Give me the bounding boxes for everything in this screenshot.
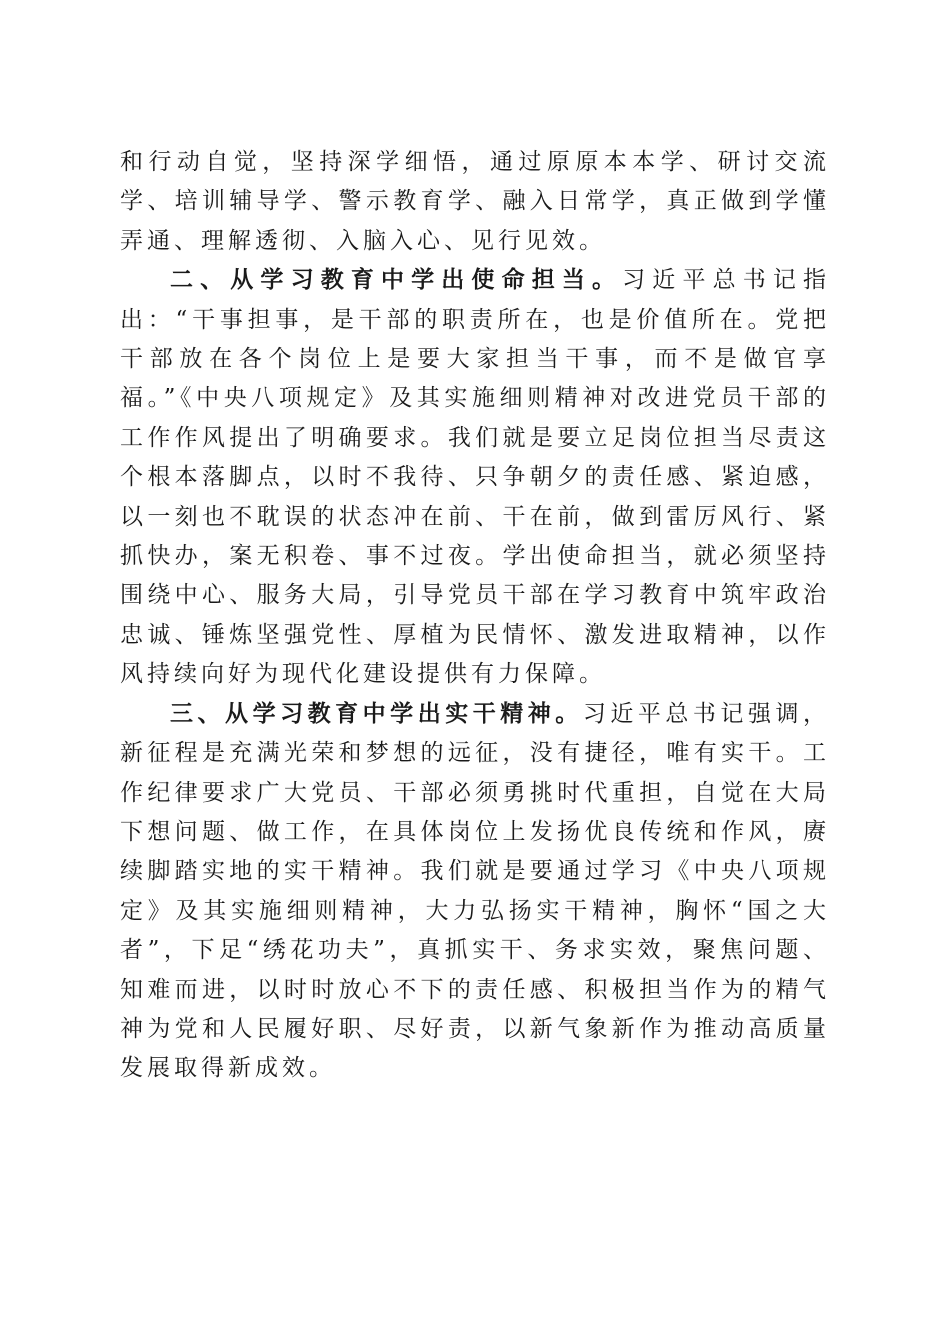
paragraph-practical-spirit <box>120 695 830 1089</box>
paragraph-continuation <box>120 143 830 261</box>
document-page <box>120 143 830 1089</box>
section-heading: 二、从学习教育中学出使命担当。 <box>170 267 623 294</box>
section-heading: 三、从学习教育中学出实干精神。 <box>170 700 583 727</box>
paragraph-body: 习近平总书记强调，新征程是充满光荣和梦想的远征，没有捷径，唯有实干。工作纪律要求广大党员、干部必须勇挑时代重担，自觉在大局下想问题、做工作，在具体岗位上发扬优良传统和作风，赓续脚踏实地的实干精神。我们就是要通过学习《中央八项规定》及其实施细则精神，大力弘扬实干精神，胸怀“国之大者”，下足“绣花功夫”，真抓实干、务求实效，聚焦问题、知难而进，以时时放心不下的责任感、积极担当作为的精气神为党和人民履好职、尽好责，以新气象新作为推动高质量发展取得新成效。 <box>120 700 831 1082</box>
paragraph-mission <box>120 261 830 694</box>
paragraph-body: 习近平总书记指出：“干事担事，是干部的职责所在，也是价值所在。党把干部放在各个岗位上是要大家担当干事，而不是做官享福。”《中央八项规定》及其实施细则精神对改进党员干部的工作作风提出了明确要求。我们就是要立足岗位担当尽责这个根本落脚点，以时不我待、只争朝夕的责任感、紧迫感，以一刻也不耽误的状态冲在前、干在前，做到雷厉风行、紧抓快办，案无积卷、事不过夜。学出使命担当，就必须坚持围绕中心、服务大局，引导党员干部在学习教育中筑牢政治忠诚、锤炼坚强党性、厚植为民情怀、激发进取精神，以作风持续向好为现代化建设提供有力保障。 <box>120 267 831 688</box>
paragraph-body: 和行动自觉，坚持深学细悟，通过原原本本学、研讨交流学、培训辅导学、警示教育学、融入日常学，真正做到学懂弄通、理解透彻、入脑入心、见行见效。 <box>120 149 830 254</box>
